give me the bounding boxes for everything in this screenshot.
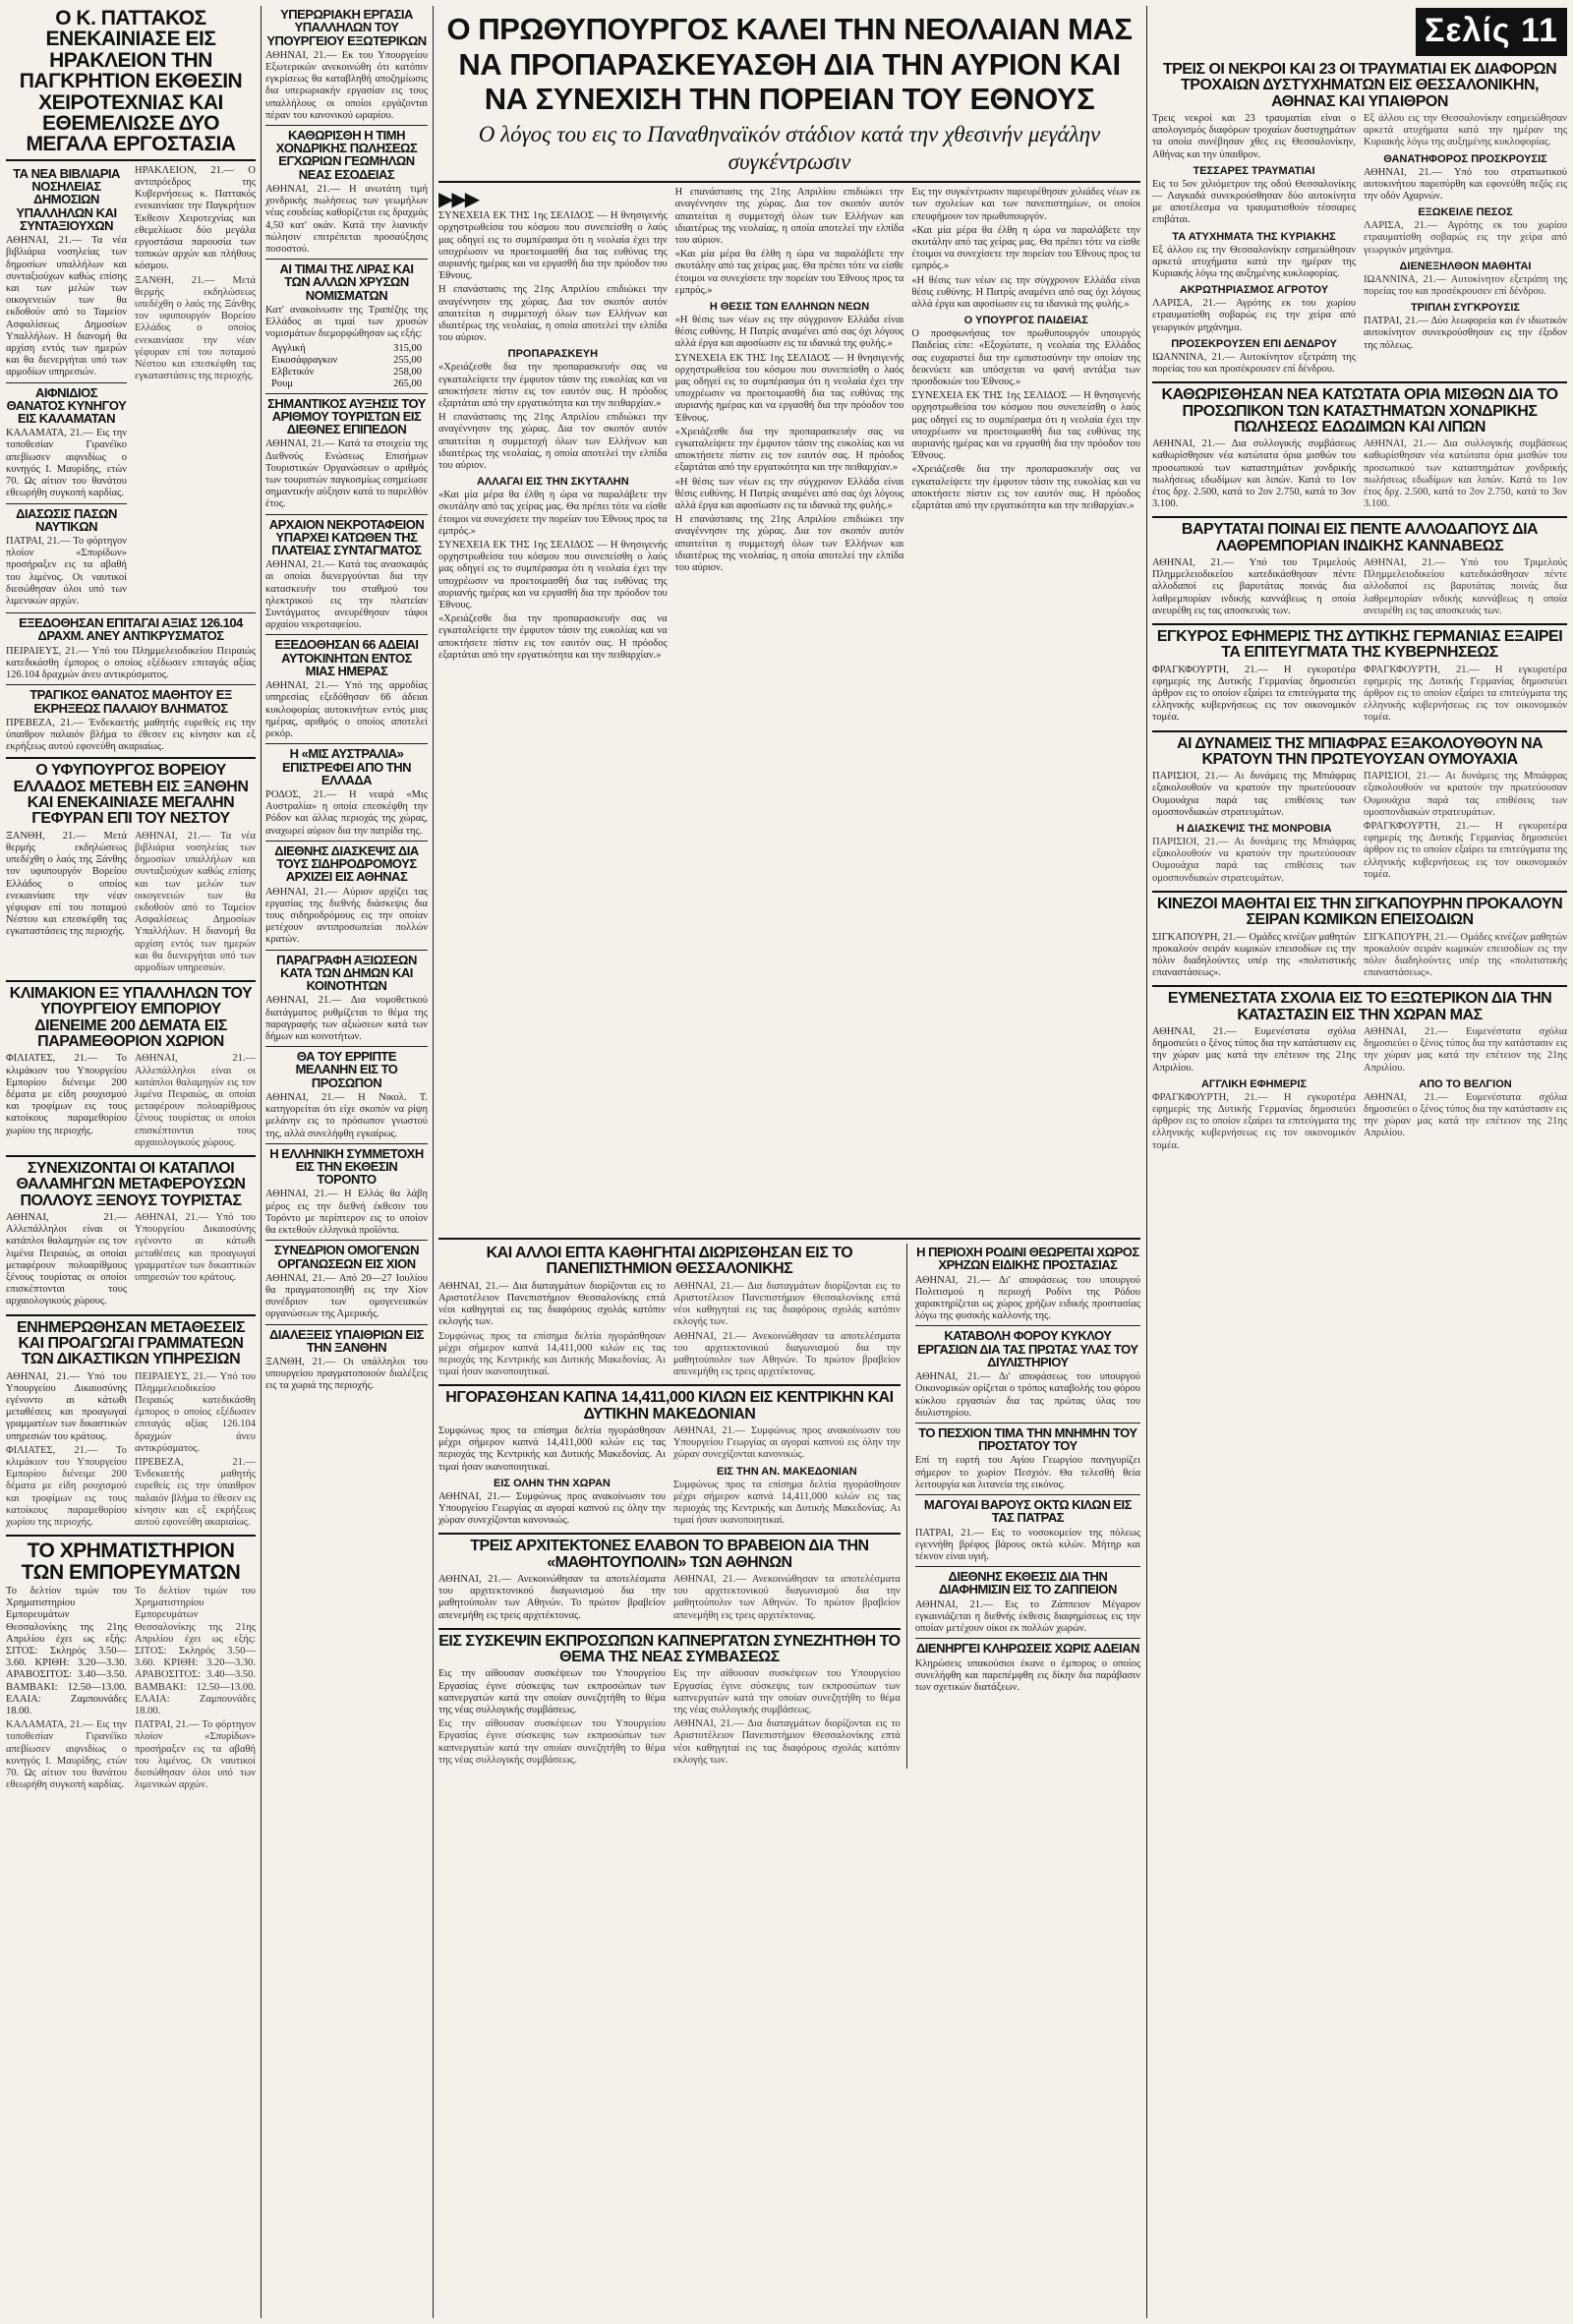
headline-car-licenses: ΕΞΕΔΟΘΗΣΑΝ 66 ΑΔΕΙΑΙ ΑΥΤΟΚΙΝΗΤΩΝ ΕΝΤΟΣ ΜΙΑΣ ΗΜΕΡΑΣ xyxy=(274,637,419,678)
article-yachts-cont: ΑΘΗΝΑΙ, 21.— Υπό του Υπουργείου Δικαιοσύνης εγένοντο αι κάτωθι μεταθέσεις και προαγωγαί γραμματέων των δικαστικών υπηρεσιών του κράτους. xyxy=(135,1211,256,1283)
headline-toronto: Η ΕΛΛΗΝΙΚΗ ΣΥΜΜΕΤΟΧΗ ΕΙΣ ΤΗΝ ΕΚΘΕΣΙΝ ΤΟΡΟΝΤΟ xyxy=(269,1145,424,1188)
headline-tobacco: ΗΓΟΡΑΣΘΗΣΑΝ ΚΑΠΝΑ 14,411,000 ΚΙΛΩΝ ΕΙΣ ΚΕΝΤΡΙΚΗΝ ΚΑΙ ΔΥΤΙΚΗΝ ΜΑΚΕΔΟΝΙΑΝ xyxy=(445,1389,894,1423)
subhead-youth: Η ΘΕΣΙΣ ΤΩΝ ΕΛΛΗΝΩΝ ΝΕΩΝ xyxy=(709,300,870,313)
subhead-four-injured: ΤΕΣΣΑΡΕΣ ΤΡΑΥΜΑΤΙΑΙ xyxy=(1193,164,1315,177)
article-wages-cont: ΑΘΗΝΑΙ, 21.— Δια συλλογικής συμβάσεως καθωρίσθησαν νέα κατώτατα όρια μισθών του προσωπικού των καταστημάτων χονδρικής πωλήσεως εδωδίμων και λιπών. Κατά το 1ον έτος δρχ. 2.500, κατά το 2ον 2.750, κατά το 3ον 3.100. xyxy=(1364,438,1567,510)
article-student-death: ΠΡΕΒΕΖΑ, 21.— Ένδεκαετής μαθητής ευρεθείς εις την ύπαιθρον παλαιόν βλήμα το έθεσεν εις κίνησιν και εξ εκρήξεως αυτού εφονεύθη ακαριαίως. xyxy=(6,717,256,753)
headline-potatoes: ΚΑΘΩΡΙΣΘΗ Η ΤΙΜΗ ΧΟΝΔΡΙΚΗΣ ΠΩΛΗΣΕΩΣ ΕΓΧΩΡΙΩΝ ΓΕΩΜΗΛΩΝ ΝΕΑΣ ΕΣΟΔΕΙΑΣ xyxy=(275,127,418,182)
headline-claims: ΠΑΡΑΓΡΑΦΗ ΑΞΙΩΣΕΩΝ ΚΑΤΑ ΤΩΝ ΔΗΜΩΝ ΚΑΙ ΚΟΙΝΟΤΗΤΩΝ xyxy=(276,952,417,994)
price-row: Ελβετικόν 258,00 xyxy=(271,366,422,378)
column-1 xyxy=(6,6,256,2318)
article-sunday-accidents: Εξ άλλου εις την Θεσσαλονίκην εσημειώθησαν αρκετά ατυχήματα κατά την ημέραν της Κυριακής λόγω της αυξημένης κυκλοφορίας. xyxy=(1152,244,1356,279)
article-railways: ΑΘΗΝΑΙ, 21.— Αύριον αρχίζει τας εργασίας της διεθνής διάσκεψις δια τους σιδηροδρόμους εις την οποίαν μετέχουν αντιπροσωπείαι πολλών κρατών. xyxy=(265,886,428,946)
headline-prime-minister: Ο ΠΡΩΘΥΠΟΥΡΓΟΣ ΚΑΛΕΙ ΤΗΝ ΝΕΟΛΑΙΑΝ ΜΑΣ ΝΑ ΠΡΟΠΑΡΑΣΚΕΥΑΣΘΗ ΔΙΑ ΤΗΝ ΑΥΡΙΟΝ ΚΑΙ ΝΑ ΣΥΝΕΧΙΣΗ ΤΗΝ ΠΟΡΕΙΑΝ ΤΟΥ ΕΘΝΟΥΣ xyxy=(446,12,1133,117)
headline-sailors-rescue: ΔΙΑΣΩΣΙΣ ΠΑΣΩΝ ΝΑΥΤΙΚΩΝ xyxy=(16,505,117,534)
article-fatal-collision: ΑΘΗΝΑΙ, 21.— Υπό του στρατιωτικού αυτοκινήτου παρεσύρθη και εφονεύθη πεζός εις την οδόν Αχαρνών. xyxy=(1364,166,1567,202)
column-right xyxy=(1152,6,1567,2318)
article-tobacco-workers-c: ΑΘΗΝΑΙ, 21.— Δια διαταγμάτων διορίζονται εις το Αριστοτέλειον Πανεπιστήμιον Θεσσαλονίκης επτά νέοι καθηγηταί εις τας διαφόρους σχολάς κατόπιν εκλογής των. xyxy=(672,1718,901,1766)
headline-cemetery: ΑΡΧΑΙΟΝ ΝΕΚΡΟΤΑΦΕΙΟΝ ΥΠΑΡΧΕΙ ΚΑΤΩΘΕΝ ΤΗΣ ΠΛΑΤΕΙΑΣ ΣΥΝΤΑΓΜΑΤΟΣ xyxy=(268,516,425,558)
article-fell: ΛΑΡΙΣΑ, 21.— Αγρότης εκ του χωρίου ετραυματίσθη σοβαρώς εις την χείρα από γεωργικόν μηχάνημα. xyxy=(1364,220,1567,256)
article-sailors-rescue: ΠΑΤΡΑΙ, 21.— Το φόρτηγον πλοίον «Σπυρίδων» προσήραξεν εις τα αβαθή του λιμένος. Οι ναυτικοί διεσώθησαν όλοι υπό των λιμενικών αρχών. xyxy=(6,536,127,608)
article-exchange: Το δελτίον τιμών του Χρηματιστηρίου Εμπορευμάτων Θεσσαλονίκης της 21ης Απριλίου έχει ως εξής: ΣΙΤΟΣ: Σκληρός 3.50—3.60. ΚΡΙΘΗ: 3.20—3.30. ΑΡΑΒΟΣΙΤΟΣ: 3.40—3.50. ΒΑΜΒΑΚΙ: 12.50—13.00. ΕΛΑΙΑ: Ζαμπουνάδες 18.00. xyxy=(6,1585,127,1716)
price-row: Αγγλική 315,00 xyxy=(271,342,422,354)
article-pm-3: «Χρειάζεσθε δια την προπαρασκευήν σας να εγκαταλείψετε την έμφυτον τάσιν της ευκολίας και να αποκτήσετε πίστιν εις τον εαυτόν σας. Η πρόοδος εξαρτάται από την εργατικότητα και την πειθαρχίαν.» xyxy=(438,362,668,409)
headline-wages: ΚΑΘΩΡΙΣΘΗΣΑΝ ΝΕΑ ΚΑΤΩΤΑΤΑ ΟΡΙΑ ΜΙΣΘΩΝ ΔΙΑ ΤΟ ΠΡΟΣΩΠΙΚΟΝ ΤΩΝ ΚΑΤΑΣΤΗΜΑΤΩΝ ΧΟΝΔΡΙΚΗΣ ΠΩΛΗΣΕΩΣ ΕΔΩΔΙΜΩΝ ΚΑΙ ΛΙΠΩΝ xyxy=(1161,386,1558,436)
subhead-east-macedonia: ΕΙΣ ΤΗΝ ΑΝ. ΜΑΚΕΔΟΝΙΑΝ xyxy=(716,1465,857,1478)
article-clerks-cont3: ΠΡΕΒΕΖΑ, 21.— Ένδεκαετής μαθητής ευρεθείς εις την ύπαιθρον παλαιόν βλήμα το έθεσεν εις κίνησιν και εξ εκρήξεως αυτού εφονεύθη ακαριαίως. xyxy=(135,1456,256,1528)
article-peschion: Επί τη εορτή του Αγίου Γεωργίου πανηγυρίζει σήμερον το χωρίον Πεσχιόν. Θα τελεσθή θεία λειτουργία και λιτανεία της εικόνος. xyxy=(914,1455,1140,1490)
article-zappeion: ΑΘΗΝΑΙ, 21.— Εις το Ζάππειον Μέγαρον εγκαινιάζεται η διεθνής έκθεσις διαφημίσεως εις την οποίαν μετέχουν οίκοι εκ πολλών χωρών. xyxy=(914,1598,1140,1635)
article-professors-cont3: ΑΘΗΝΑΙ, 21.— Ανεκοινώθησαν τα αποτελέσματα του αρχιτεκτονικού διαγωνισμού δια την μαθητούπολιν των Αθηνών. Το πρώτον βραβείον απενεμήθη εις τρεις αρχιτέκτονας. xyxy=(672,1330,901,1378)
article-tobacco-east: Συμφώνως προς τα επίσημα δελτία ηγοράσθησαν μέχρι σήμερον καπνά 14,411,000 κιλών εις τας περιοχάς της Κεντρικής και Δυτικής Μακεδονίας. Αι τιμαί ήσαν ικανοποιητικαί. xyxy=(672,1479,901,1527)
article-yachts: ΑΘΗΝΑΙ, 21.— Αλλεπάλληλοι είναι οι κατάπλοι θαλαμηγών εις τον λιμένα Πειραιώς, αι οποίαι μεταφέρουν πολυαρίθμους ξένους τουρίστας οι οποίοι επισκέπτονται τους αρχαιολογικούς χώρους. xyxy=(6,1211,127,1307)
headline-peschion: ΤΟ ΠΕΣΧΙΟΝ ΤΙΜΑ ΤΗΝ ΜΝΗΜΗΝ ΤΟΥ ΠΡΟΣΤΑΤΟΥ ΤΟΥ xyxy=(918,1424,1137,1454)
article-pm-1b: ΣΥΝΕΧΕΙΑ ΕΚ ΤΗΣ 1ης ΣΕΛΙΔΟΣ — Η θνησιγενής ορχηστρωθείσα του κόσμου που συνεπείσθη ο λαός μας οδηγεί εις το συμπέρασμα ότι η νεολαία έχει την υποχρέωσιν να προετοιμασθή δια τας ευθύνας της αυριανής ημέρας και να εργασθή δια την πρόοδον του Έθνους. xyxy=(438,539,668,610)
article-professors: ΑΘΗΝΑΙ, 21.— Δια διαταγμάτων διορίζονται εις το Αριστοτέλειον Πανεπιστήμιον Θεσσαλονίκης επτά νέοι καθηγηταί εις τας διαφόρους σχολάς κατόπιν εκλογής των. xyxy=(438,1280,666,1328)
article-pm-6: «Και μία μέρα θα έλθη η ώρα να παραλάβετε την σκυτάλην από τας χείρας μας. Θα πρέπει τότε να είσθε έτοιμοι να συνεχίσετε την πορείαν του Έθνους προς τα εμπρός.» xyxy=(674,249,904,296)
headline-gold-prices: ΑΙ ΤΙΜΑΙ ΤΗΣ ΛΙΡΑΣ ΚΑΙ ΤΩΝ ΑΛΛΩΝ ΧΡΥΣΩΝ ΝΟΜΙΣΜΑΤΩΝ xyxy=(279,261,414,303)
article-rodini: ΑΘΗΝΑΙ, 21.— Δι' αποφάσεως του υπουργού Πολιτισμού η περιοχή Ροδίνι της Ρόδου χαρακτηρίζεται ως χώρος χρήζων ειδικής προστασίας λόγω της φυσικής καλλονής της. xyxy=(914,1274,1140,1322)
article-farmer: ΛΑΡΙΣΑ, 21.— Αγρότης εκ του χωρίου ετραυματίσθη σοβαρώς εις την χείρα από γεωργικόν μηχάνημα. xyxy=(1152,298,1356,333)
article-pm-2: Η επανάστασις της 21ης Απριλίου επιδιώκει την αναγέννησιν της χώρας. Δια τον σκοπόν αυτόν απαιτείται η συμμετοχή όλων των Ελλήνων και ιδιαιτέρως της νεολαίας, η οποία αποτελεί την ελπίδα του αύριον. xyxy=(438,284,668,344)
article-pm-16: ΣΥΝΕΧΕΙΑ ΕΚ ΤΗΣ 1ης ΣΕΛΙΔΟΣ — Η θνησιγενής ορχηστρωθείσα του κόσμου που συνεπείσθη ο λαός μας οδηγεί εις το συμπέρασμα ότι η νεολαία έχει την υποχρέωσιν να προετοιμασθή δια τας ευθύνας της αυριανής ημέρας και να εργασθή δια την πρόοδον του Έθνους. xyxy=(911,390,1140,462)
headline-xanthi-lectures: ΔΙΑΛΕΞΕΙΣ ΥΠΑΙΘΡΙΩΝ ΕΙΣ ΤΗΝ ΞΑΝΘΗΝ xyxy=(269,1326,424,1355)
article-xanthi-bridge-cont: ΑΘΗΝΑΙ, 21.— Τα νέα βιβλιάρια νοσηλείας των δημοσίων υπαλλήλων και συνταξιούχων καθώς επίσης και των μελών των οικογενειών των θα εκδοθούν από το Ταμείον Ασφαλίσεως Δημοσίων Υπαλλήλων. Η διανομή θα αρχίση εντός των ημερών και θα διενεργήται υπό των αρμοδίων υπηρεσιών. xyxy=(135,830,256,973)
headline-student-death: ΤΡΑΓΙΚΟΣ ΘΑΝΑΤΟΣ ΜΑΘΗΤΟΥ ΕΞ ΕΚΡΗΞΕΩΣ ΠΑΛΑΙΟΥ ΒΛΗΜΑΤΟΣ xyxy=(29,687,232,716)
article-biafra-cont: ΠΑΡΙΣΙΟΙ, 21.— Αι δυνάμεις της Μπιάφρας εξακολουθούν να κρατούν την πρωτεύουσαν Ουμουάχια παρά τας επιθέσεις των ομοσπονδιακών στρατευμάτων. xyxy=(1364,771,1567,818)
subhead-belgium: ΑΠΟ ΤΟ ΒΕΛΓΙΟΝ xyxy=(1419,1077,1512,1090)
subhead-education-minister: Ο ΥΠΟΥΡΓΟΣ ΠΑΙΔΕΙΑΣ xyxy=(963,315,1088,327)
article-pm-4: «Και μία μέρα θα έλθη η ώρα να παραλάβετε την σκυτάλην από τας χείρας μας. Θα πρέπει τότε να είσθε έτοιμοι να συνεχίσετε την πορείαν του Έθνους προς τα εμπρός.» xyxy=(438,490,668,537)
subhead-tree: ΠΡΟΣΕΚΡΟΥΣΕΝ ΕΠΙ ΔΕΝΔΡΟΥ xyxy=(1171,337,1337,350)
subhead-fell: ΕΞΩΚΕΙΛΕ ΠΕΣΟΣ xyxy=(1418,206,1513,219)
article-pm-12: Εις την συγκέντρωσιν παρευρέθησαν χιλιάδες νέων εκ των σχολείων και των πανεπιστημίων, οι οποίοι επευφήμουν τον πρωθυπουργόν. xyxy=(911,187,1140,222)
headline-ink: ΘΑ ΤΟΥ ΕΡΡΙΠΤΕ ΜΕΛΑΝΗΝ ΕΙΣ ΤΟ ΠΡΟΣΩΠΟΝ xyxy=(295,1049,398,1090)
article-overtime: ΑΘΗΝΑΙ, 21.— Εκ του Υπουργείου Εξωτερικών ανεκοινώθη ότι κατόπιν εγκρίσεως θα καταβληθή αποζημίωσις δια υπερωριακήν εργασίαν εις τους υπαλλήλους οι οποίοι εργάζονται πέραν του κανονικού ωραρίου. xyxy=(265,49,428,121)
article-xanthi-lectures: ΞΑΝΘΗ, 21.— Οι υπάλληλοι του υπουργείου πραγματοποιούν διαλέξεις εις τα χωριά της περιοχής. xyxy=(265,1357,428,1392)
article-tobacco-workers-b: Εις την αίθουσαν συσκέψεων του Υπουργείου Εργασίας έγινε σύσκεψις των εκπροσώπων των καπνεργατών κατά την οποίαν συνεζητήθη το θέμα της νέας συλλογικής συμβάσεως. xyxy=(438,1718,666,1766)
headline-miss-australia: Η «ΜΙΣ ΑΥΣΤΡΑΛΙΑ» ΕΠΙΣΤΡΕΦΕΙ ΑΠΟ ΤΗΝ ΕΛΛΑΔΑ xyxy=(281,746,412,787)
article-exchange-cont3: ΠΑΤΡΑΙ, 21.— Το φόρτηγον πλοίον «Σπυρίδων» προσήραξεν εις τα αβαθή του λιμένος. Οι ναυτικοί διεσώθησαν όλοι υπό των λιμενικών αρχών. xyxy=(135,1719,256,1791)
headline-chios: ΣΥΝΕΔΡΙΟΝ ΟΜΟΓΕΝΩΝ ΟΡΓΑΝΩΣΕΩΝ ΕΙΣ ΧΙΟΝ xyxy=(273,1243,419,1271)
headline-biafra: ΑΙ ΔΥΝΑΜΕΙΣ ΤΗΣ ΜΠΙΑΦΡΑΣ ΕΞΑΚΟΛΟΥΘΟΥΝ ΝΑ ΚΡΑΤΟΥΝ ΤΗΝ ΠΡΩΤΕΥΟΥΣΑΝ ΟΥΜΟΥΑΧΙΑ xyxy=(1176,734,1544,768)
headline-tourists: ΣΗΜΑΝΤΙΚΟΣ ΑΥΞΗΣΙΣ ΤΟΥ ΑΡΙΘΜΟΥ ΤΟΥΡΙΣΤΩΝ ΕΙΣ ΔΙΕΘΝΕΣ ΕΠΙΠΕΔΟΝ xyxy=(267,395,426,437)
article-lotteries: Κληρώσεις υπακούσιοι έκανε ο έμπορος ο οποίος συνελήφθη και παρεπέμφθη εις δίκην δια παράβασιν των σχετικών διατάξεων. xyxy=(914,1657,1140,1693)
article-clerks: ΑΘΗΝΑΙ, 21.— Υπό του Υπουργείου Δικαιοσύνης εγένοντο αι κάτωθι μεταθέσεις και προαγωγαί γραμματέων των δικαστικών υπηρεσιών του κράτους. xyxy=(6,1370,127,1442)
headline-health-books: ΤΑ ΝΕΑ ΒΙΒΛΙΑΡΙΑ ΝΟΣΗΛΕΙΑΣ ΔΗΜΟΣΙΩΝ ΥΠΑΛΛΗΛΩΝ ΚΑΙ ΣΥΝΤΑΞΙΟΥΧΩΝ xyxy=(13,165,120,233)
price-row: Ρουμ 265,00 xyxy=(271,378,422,389)
article-pm-17: «Χρειάζεσθε δια την προπαρασκευήν σας να εγκαταλείψετε την έμφυτον τάσιν της ευκολίας και να αποκτήσετε πίστιν εις τον εαυτόν σας. Η πρόοδος εξαρτάται από την εργατικότητα και την πειθαρχίαν.» xyxy=(911,464,1140,511)
article-clerks-cont: ΦΙΛΙΑΤΕΣ, 21.— Το κλιμάκιον του Υπουργείου Εμπορίου διένειμε 200 δέματα με είδη ρουχισμού και τροφίμων εις τους κατοίκους παραμεθορίου χωρίου της περιοχής. xyxy=(6,1444,127,1528)
headline-xanthi-bridge: Ο ΥΦΥΠΟΥΡΓΟΣ ΒΟΡΕΙΟΥ ΕΛΛΑΔΟΣ ΜΕΤΕΒΗ ΕΙΣ ΞΑΝΘΗΝ ΚΑΙ ΕΝΕΚΑΙΝΙΑΣΕ ΜΕΓΑΛΗΝ ΓΕΦΥΡΑΝ ΕΠΙ ΤΟΥ ΝΕΣΤΟΥ xyxy=(13,762,249,828)
article-pm-8: ΣΥΝΕΧΕΙΑ ΕΚ ΤΗΣ 1ης ΣΕΛΙΔΟΣ — Η θνησιγενής ορχηστρωθείσα του κόσμου που συνεπείσθη ο λαός μας οδηγεί εις το συμπέρασμα ότι η νεολαία έχει την υποχρέωσιν να προετοιμασθή δια τας ευθύνας της αυριανής ημέρας και να εργασθή δια την πρόοδον του Έθνους. xyxy=(674,352,904,424)
subhead-whole-country: ΕΙΣ ΟΛΗΝ ΤΗΝ ΧΩΡΑΝ xyxy=(494,1477,611,1489)
subhead-fatal-collision: ΘΑΝΑΤΗΦΟΡΟΣ ΠΡΟΣΚΡΟΥΣΙΣ xyxy=(1383,152,1547,165)
subhead-sunday-accidents: ΤΑ ΑΤΥΧΗΜΑΤΑ ΤΗΣ ΚΥΡΙΑΚΗΣ xyxy=(1172,230,1336,243)
article-four-injured: Εις το 5ον χιλιόμετρον της οδού Θεσσαλονίκης — Λαγκαδά συνεκρούσθησαν δύο αυτοκίνητα με αποτέλεσμα να τραυματισθούν τέσσαρες επιβάται. xyxy=(1152,178,1356,226)
subhead-preparation: ΠΡΟΠΑΡΑΣΚΕΥΗ xyxy=(507,348,599,361)
article-singapore: ΣΙΓΚΑΠΟΥΡΗ, 21.— Ομάδες κινέζων μαθητών προκαλούν σειράν κωμικών επεισοδίων εις την πόλιν διαδηλούντες υπέρ της «πολιτιστικής επαναστάσεως». xyxy=(1152,931,1356,979)
subheadline-stadium: Ο λόγος του εις το Παναθηναϊκόν στάδιον κατά την χθεσινήν μεγάλην συγκέντρωσιν xyxy=(478,121,1101,174)
article-german-paper: ΦΡΑΓΚΦΟΥΡΤΗ, 21.— Η εγκυροτέρα εφημερίς της Δυτικής Γερμανίας δημοσιεύει άρθρον εις το οποίον εξαίρει τα επιτεύγματα της ελληνικής κυβερνήσεως εις τον οικονομικόν τομέα. xyxy=(1152,664,1356,724)
article-professors-cont: Συμφώνως προς τα επίσημα δελτία ηγοράσθησαν μέχρι σήμερον καπνά 14,411,000 κιλών εις τας περιοχάς της Κεντρικής και Δυτικής Μακεδονίας. Αι τιμαί ήσαν ικανοποιητικαί. xyxy=(438,1330,666,1378)
article-wages: ΑΘΗΝΑΙ, 21.— Δια συλλογικής συμβάσεως καθωρίσθησαν νέα κατώτατα όρια μισθών του προσωπικού των καταστημάτων χονδρικής πωλήσεως εδωδίμων και λιπών. Κατά το 1ον έτος δρχ. 2.500, κατά το 2ον 2.750, κατά το 3ον 3.100. xyxy=(1152,438,1356,510)
headline-lotteries: ΔΙΕΝΗΡΓΕΙ ΚΛΗΡΩΣΕΙΣ ΧΩΡΙΣ ΑΔΕΙΑΝ xyxy=(915,1641,1139,1656)
article-singapore-cont: ΣΙΓΚΑΠΟΥΡΗ, 21.— Ομάδες κινέζων μαθητών προκαλούν σειράν κωμικών επεισοδίων εις την πόλιν διαδηλούντες υπέρ της «πολιτιστικής επαναστάσεως». xyxy=(1364,931,1567,979)
headline-cannabis: ΒΑΡΥΤΑΤΑΙ ΠΟΙΝΑΙ ΕΙΣ ΠΕΝΤΕ ΑΛΛΟΔΑΠΟΥΣ ΔΙΑ ΛΑΘΡΕΜΠΟΡΙΑΝ ΙΝΔΙΚΗΣ ΚΑΝΝΑΒΕΩΣ xyxy=(1181,521,1539,554)
subhead-monrovia: Η ΔΙΑΣΚΕΨΙΣ ΤΗΣ ΜΟΝΡΟΒΙΑ xyxy=(1176,823,1332,836)
article-parcels: ΦΙΛΙΑΤΕΣ, 21.— Το κλιμάκιον του Υπουργείου Εμπορίου διένειμε 200 δέματα με είδη ρουχισμού και τροφίμων εις τους κατοίκους παραμεθορίου χωρίου της περιοχής. xyxy=(6,1053,127,1136)
article-german-paper-cont: ΦΡΑΓΚΦΟΥΡΤΗ, 21.— Η εγκυροτέρα εφημερίς της Δυτικής Γερμανίας δημοσιεύει άρθρον εις το οποίον εξαίρει τα επιτεύγματα της ελληνικής κυβερνήσεως εις τον οικονομικόν τομέα. xyxy=(1364,664,1567,724)
article-biafra-cont2: ΦΡΑΓΚΦΟΥΡΤΗ, 21.— Η εγκυροτέρα εφημερίς της Δυτικής Γερμανίας δημοσιεύει άρθρον εις το οποίον εξαίρει τα επιτεύγματα της ελληνικής κυβερνήσεως εις τον οικονομικόν τομέα. xyxy=(1364,821,1567,880)
article-clerks-cont2: ΠΕΙΡΑΙΕΥΣ, 21.— Υπό του Πλημμελειοδικείου Πειραιώς κατεδικάσθη έμπορος ο οποίος εξέδωσεν επιταγάς αξίας 126.104 δραχμών άνευ αντικρύσματος. xyxy=(135,1370,256,1454)
headline-yachts: ΣΥΝΕΧΙΖΟΝΤΑΙ ΟΙ ΚΑΤΑΠΛΟΙ ΘΑΛΑΜΗΓΩΝ ΜΕΤΑΦΕΡΟΥΣΩΝ ΠΟΛΛΟΥΣ ΞΕΝΟΥΣ ΤΟΥΡΙΣΤΑΣ xyxy=(16,1160,246,1209)
headline-baby-patras: ΜΑΓΟΥΑΙ ΒΑΡΟΥΣ ΟΚΤΩ ΚΙΛΩΝ ΕΙΣ ΤΑΣ ΠΑΤΡΑΣ xyxy=(923,1497,1132,1526)
headline-traffic-accidents: ΤΡΕΙΣ ΟΙ ΝΕΚΡΟΙ ΚΑΙ 23 ΟΙ ΤΡΑΥΜΑΤΙΑΙ ΕΚ ΔΙΑΦΟΡΩΝ ΤΡΟΧΑΙΩΝ ΔΥΣΤΥΧΗΜΑΤΩΝ ΕΙΣ ΘΕΣΣΑΛΟΝΙΚΗΝ, ΑΘΗΝΑΣ ΚΑΙ ΥΠΑΙΘΡΟΝ xyxy=(1162,61,1557,110)
article-monrovia: ΠΑΡΙΣΙΟΙ, 21.— Αι δυνάμεις της Μπιάφρας εξακολουθούν να κρατούν την πρωτεύουσαν Ουμουάχια παρά τας επιθέσεις των ομοσπονδιακών στρατευμάτων. xyxy=(1152,837,1356,884)
article-tobacco-cont: ΑΘΗΝΑΙ, 21.— Συμφώνως προς ανακοίνωσιν του Υπουργείου Γεωργίας αι αγοραί καπνού εις όλην την χώραν συνεχίζονται κανονικώς. xyxy=(672,1424,901,1461)
headline-zappeion: ΔΙΕΘΝΗΣ ΕΚΘΕΣΙΣ ΔΙΑ ΤΗΝ ΔΙΑΦΗΜΙΣΙΝ ΕΙΣ ΤΟ ΖΑΠΠΕΙΟΝ xyxy=(938,1569,1117,1598)
headline-exchange: ΤΟ ΧΡΗΜΑΤΙΣΤΗΡΙΟΝ ΤΩΝ ΕΜΠΟΡΕΥΜΑΤΩΝ xyxy=(21,1540,241,1584)
gold-price-table xyxy=(271,343,422,390)
article-architects-cont: ΑΘΗΝΑΙ, 21.— Ανεκοινώθησαν τα αποτελέσματα του αρχιτεκτονικού διαγωνισμού δια την μαθητούπολιν των Αθηνών. Το πρώτον βραβείον απενεμήθη εις τρεις αρχιτέκτονας. xyxy=(672,1574,901,1621)
article-cannabis-cont: ΑΘΗΝΑΙ, 21.— Υπό του Τριμελούς Πλημμελειοδικείου κατεδικάσθησαν πέντε αλλοδαποί εις βαρυτάτας ποινάς δια λαθρεμπορίαν ινδικής καννάβεως η οποία ανευρέθη εις τας αποσκευάς των. xyxy=(1364,556,1567,616)
article-pm-15: Ο προσφωνήσας τον πρωθυπουργόν υπουργός Παιδείας είπε: «Εξοχώτατε, η νεολαία της Ελλάδος σας ευχαριστεί δια την εμπιστοσύνην την οποίαν της δεικνύετε και υπόσχεται να φανή αντάξια των προσδοκιών του Έθνους.» xyxy=(911,328,1140,387)
article-claims: ΑΘΗΝΑΙ, 21.— Δια νομοθετικού διατάγματος ρυθμίζεται το θέμα της παραγραφής των αξιώσεων κατά των δήμων και κοινοτήτων. xyxy=(265,995,428,1042)
article-refinery-tax: ΑΘΗΝΑΙ, 21.— Δι' αποφάσεως του υπουργού Οικονομικών ορίζεται ο τρόπος καταβολής του φόρου κύκλου εργασιών δια τας πρώτας ύλας του διυλιστηρίου. xyxy=(914,1371,1140,1419)
headline-parcels: ΚΛΙΜΑΚΙΟΝ ΕΞ ΥΠΑΛΛΗΛΩΝ ΤΟΥ ΥΠΟΥΡΓΕΙΟΥ ΕΜΠΟΡΙΟΥ ΔΙΕΝΕΙΜΕ 200 ΔΕΜΑΤΑ ΕΙΣ ΠΑΡΑΜΕΘΟΡΙΟΝ ΧΩΡΙΟΝ xyxy=(9,985,253,1051)
column-rule xyxy=(433,6,434,2318)
article-potatoes: ΑΘΗΝΑΙ, 21.— Η ανωτάτη τιμή χονδρικής πωλήσεως των γεωμήλων νέας εσοδείας καθορίζεται εις δραχμάς 4,50 κατ' οκάν. Κατά την λιανικήν πώλησιν επιτρέπεται προσαύξησις ποσοστού. xyxy=(265,183,428,255)
headline-german-paper: ΕΓΚΥΡΟΣ ΕΦΗΜΕΡΙΣ ΤΗΣ ΔΥΤΙΚΗΣ ΓΕΡΜΑΝΙΑΣ ΕΞΑΙΡΕΙ ΤΑ ΕΠΙΤΕΥΓΜΑΤΑ ΤΗΣ ΚΥΒΕΡΝΗΣΕΩΣ xyxy=(1156,627,1563,662)
headline-hunter-death: ΑΙΦΝΙΔΙΟΣ ΘΑΝΑΤΟΣ ΚΥΝΗΓΟΥ ΕΙΣ ΚΑΛΑΜΑΤΑΝ xyxy=(6,384,127,427)
article-architects: ΑΘΗΝΑΙ, 21.— Ανεκοινώθησαν τα αποτελέσματα του αρχιτεκτονικού διαγωνισμού δια την μαθητούπολιν των Αθηνών. Το πρώτον βραβείον απενεμήθη εις τρεις αρχιτέκτονας. xyxy=(438,1574,666,1621)
article-tobacco-workers-cont: Εις την αίθουσαν συσκέψεων του Υπουργείου Εργασίας έγινε σύσκεψις των εκπροσώπων των καπνεργατών κατά την οποίαν συνεζητήθη το θέμα της νέας συλλογικής συμβάσεως. xyxy=(672,1668,901,1716)
subhead-baton: ΑΛΛΑΓΑΙ ΕΙΣ ΤΗΝ ΣΚΥΤΑΛΗΝ xyxy=(476,476,629,489)
article-english-paper: ΦΡΑΓΚΦΟΥΡΤΗ, 21.— Η εγκυροτέρα εφημερίς της Δυτικής Γερμανίας δημοσιεύει άρθρον εις το οποίον εξαίρει τα επιτεύγματα της ελληνικής κυβερνήσεως εις τον οικονομικόν τομέα. xyxy=(1152,1091,1356,1151)
article-pm-5: Η επανάστασις της 21ης Απριλίου επιδιώκει την αναγέννησιν της χώρας. Δια τον σκοπόν αυτόν απαιτείται η συμμετοχή όλων των Ελλήνων και ιδιαιτέρως της νεολαίας, η οποία αποτελεί την ελπίδα του αύριον. xyxy=(674,187,904,246)
article-ink: ΑΘΗΝΑΙ, 21.— Η Νικολ. Τ. κατηγορείται ότι είχε σκοπόν να ρίψη μελάνην εις το πρόσωπον γνωστού της, αλλά συνελήφθη εγκαίρως. xyxy=(265,1091,428,1139)
article-toronto: ΑΘΗΝΑΙ, 21.— Η Ελλάς θα λάβη μέρος εις την διεθνή έκθεσιν του Τορόντο με περίπτερον εις το οποίον θα εκτεθούν ελληνικά προϊόντα. xyxy=(265,1189,428,1237)
headline-refinery-tax: ΚΑΤΑΒΟΛΗ ΦΟΡΟΥ ΚΥΚΛΟΥ ΕΡΓΑΣΙΩΝ ΔΙΑ ΤΑΣ ΠΡΩΤΑΣ ΥΛΑΣ ΤΟΥ ΔΙΥΛΙΣΤΗΡΙΟΥ xyxy=(917,1328,1138,1369)
article-parcels-cont: ΑΘΗΝΑΙ, 21.— Αλλεπάλληλοι είναι οι κατάπλοι θαλαμηγών εις τον λιμένα Πειραιώς, αι οποίαι μεταφέρουν πολυαρίθμους ξένους τουρίστας οι οποίοι επισκέπτονται τους αρχαιολογικούς χώρους. xyxy=(135,1053,256,1148)
headline-singapore: ΚΙΝΕΖΟΙ ΜΑΘΗΤΑΙ ΕΙΣ ΤΗΝ ΣΙΓΚΑΠΟΥΡΗΝ ΠΡΟΚΑΛΟΥΝ ΣΕΙΡΑΝ ΚΩΜΙΚΩΝ ΕΠΕΙΣΟΔΙΩΝ xyxy=(1156,895,1563,929)
column-rule xyxy=(261,6,262,2318)
subhead-triple-collision: ΤΡΙΠΛΗ ΣΥΓΚΡΟΥΣΙΣ xyxy=(1410,302,1521,315)
article-exchange-cont2: Το δελτίον τιμών του Χρηματιστηρίου Εμπορευμάτων Θεσσαλονίκης της 21ης Απριλίου έχει ως εξής: ΣΙΤΟΣ: Σκληρός 3.50—3.60. ΚΡΙΘΗ: 3.20—3.30. ΑΡΑΒΟΣΙΤΟΣ: 3.40—3.50. ΒΑΜΒΑΚΙ: 12.50—13.00. ΕΛΑΙΑ: Ζαμπουνάδες 18.00. xyxy=(135,1585,256,1716)
article-pm-10: «Η θέσις των νέων εις την σύγχρονον Ελλάδα είναι θέσις ευθύνης. Η Πατρίς αναμένει από σας όχι λόγους αλλά έργα και αφοσίωσιν εις τα ιδανικά της φυλής.» xyxy=(674,476,904,511)
headline-architects: ΤΡΕΙΣ ΑΡΧΙΤΕΚΤΟΝΕΣ ΕΛΑΒΟΝ ΤΟ ΒΡΑΒΕΙΟΝ ΔΙΑ ΤΗΝ «ΜΑΘΗΤΟΥΠΟΛΙΝ» ΤΩΝ ΑΘΗΝΩΝ xyxy=(470,1538,869,1571)
article-tree: ΙΩΑΝΝΙΝΑ, 21.— Αυτοκίνητον εξετράπη της πορείας του και προσέκρουσεν επί δένδρου. xyxy=(1152,351,1356,375)
article-tobacco: Συμφώνως προς τα επίσημα δελτία ηγοράσθησαν μέχρι σήμερον καπνά 14,411,000 κιλών εις τας περιοχάς της Κεντρικής και Δυτικής Μακεδονίας. Αι τιμαί ήσαν ικανοποιητικαί. xyxy=(438,1424,666,1473)
article-pm-14: «Η θέσις των νέων εις την σύγχρονον Ελλάδα είναι θέσις ευθύνης. Η Πατρίς αναμένει από σας όχι λόγους αλλά έργα και αφοσίωσιν εις τα ιδανικά της φυλής.» xyxy=(911,274,1140,310)
article-cemetery: ΑΘΗΝΑΙ, 21.— Κατά τας ανασκαφάς αι οποίαι διενεργούνται δια την κατασκευήν του σταθμού του ηλεκτρικού εις την πλατείαν Συντάγματος ανευρέθησαν τάφοι αρχαίου νεκροταφείου. xyxy=(265,559,428,631)
headline-foreign-comments: ΕΥΜΕΝΕΣΤΑΤΑ ΣΧΟΛΙΑ ΕΙΣ ΤΟ ΕΞΩΤΕΡΙΚΟΝ ΔΙΑ ΤΗΝ ΚΑΤΑΣΤΑΣΙΝ ΕΙΣ ΤΗΝ ΧΩΡΑΝ ΜΑΣ xyxy=(1167,990,1552,1023)
headline-pattakos: Ο Κ. ΠΑΤΤΑΚΟΣ ΕΝΕΚΑΙΝΙΑΣΕ ΕΙΣ ΗΡΑΚΛΕΙΟΝ ΤΗΝ ΠΑΓΚΡΗΤΙΟΝ ΕΚΘΕΣΙΝ ΧΕΙΡΟΤΕΧΝΙΑΣ ΚΑΙ ΕΘΕΜΕΛΙΩΣΕ ΔΥΟ ΜΕΓΑΛΑ ΕΡΓΟΣΤΑΣΙΑ xyxy=(19,7,243,156)
article-pattakos-cont: ΞΑΝΘΗ, 21.— Μετά θερμής εκδηλώσεως υπεδέχθη ο λαός της Ξάνθης τον υφυπουργόν Βορείου Ελλάδος ο οποίος ενεκαινίασε την νέαν γέφυραν επί του ποταμού Νέστου και επεσκέφθη τας εγκαταστάσεις της περιοχής. xyxy=(135,274,256,382)
article-miss-australia: ΡΟΔΟΣ, 21.— Η νεαρά «Μις Αυστραλία» η οποία επεσκέφθη την Ρόδον και άλλας περιοχάς της χώρας, αναχωρεί αύριον δια την πατρίδα της. xyxy=(265,789,428,837)
column-rule xyxy=(1146,6,1147,2318)
article-foreign-comments-cont: ΑΘΗΝΑΙ, 21.— Ευμενέστατα σχόλια δημοσιεύει ο ξένος τύπος δια την κατάστασιν εις την χώραν μας κατά την επέτειον της 21ης Απριλίου. xyxy=(1364,1025,1567,1074)
article-accidents: Τρεις νεκροί και 23 τραυματίαι είναι ο απολογισμός διαφόρων τροχαίων δυστυχημάτων τα οποία συνέβησαν χθες εις Θεσσαλονίκην, Αθήνας και την ύπαιθρον. xyxy=(1152,112,1356,160)
article-tobacco-country: ΑΘΗΝΑΙ, 21.— Συμφώνως προς ανακοίνωσιν του Υπουργείου Γεωργίας αι αγοραί καπνού εις όλην την χώραν συνεχίζονται κανονικώς. xyxy=(438,1490,666,1527)
article-chios: ΑΘΗΝΑΙ, 21.— Από 20—27 Ιουλίου θα πραγματοποιηθή εις την Χίον συνέδριον των ομογενειακών οργανώσεων της Αμερικής. xyxy=(265,1272,428,1320)
article-biafra: ΠΑΡΙΣΙΟΙ, 21.— Αι δυνάμεις της Μπιάφρας εξακολουθούν να κρατούν την πρωτεύουσαν Ουμουάχια παρά τας επιθέσεις των ομοσπονδιακών στρατευμάτων. xyxy=(1152,771,1356,818)
article-checks: ΠΕΙΡΑΙΕΥΣ, 21.— Υπό του Πλημμελειοδικείου Πειραιώς κατεδικάσθη έμπορος ο οποίος εξέδωσεν επιταγάς αξίας 126.104 δραχμών άνευ αντικρύσματος. xyxy=(6,645,256,681)
article-accidents-cont: Εξ άλλου εις την Θεσσαλονίκην εσημειώθησαν αρκετά ατυχήματα κατά την ημέραν της Κυριακής λόγω της αυξημένης κυκλοφορίας. xyxy=(1364,112,1567,148)
article-pm-13: «Και μία μέρα θα έλθη η ώρα να παραλάβετε την σκυτάλην από τας χείρας μας. Θα πρέπει τότε να είσθε έτοιμοι να συνεχίσετε την πορείαν του Έθνους προς τα εμπρός.» xyxy=(911,224,1140,272)
column-center xyxy=(438,6,1140,2318)
article-hunter-death: ΚΑΛΑΜΑΤΑ, 21.— Εις την τοποθεσίαν Γιρανέϊκο απεβίωσεν αιφνιδίως ο κυνηγός Ι. Μαυρίδης, ετών 70. Ως αίτιον του θανάτου εθεωρήθη συγκοπή καρδίας. xyxy=(6,428,127,499)
headline-railways: ΔΙΕΘΝΗΣ ΔΙΑΣΚΕΨΙΣ ΔΙΑ ΤΟΥΣ ΣΙΔΗΡΟΔΡΟΜΟΥΣ ΑΡΧΙΖΕΙ ΕΙΣ ΑΘΗΝΑΣ xyxy=(274,842,419,885)
article-pm-3b: «Χρειάζεσθε δια την προπαρασκευήν σας να εγκαταλείψετε την έμφυτον τάσιν της ευκολίας και να αποκτήσετε πίστιν εις τον εαυτόν σας. Η πρόοδος εξαρτάται από την εργατικότητα και την πειθαρχίαν.» xyxy=(438,613,668,661)
subhead-english-paper: ΑΓΓΛΙΚΗ ΕΦΗΜΕΡΙΣ xyxy=(1200,1077,1308,1090)
article-pm-2b: Η επανάστασις της 21ης Απριλίου επιδιώκει την αναγέννησιν της χώρας. Δια τον σκοπόν αυτόν απαιτείται η συμμετοχή όλων των Ελλήνων και ιδιαιτέρως της νεολαίας, η οποία αποτελεί την ελπίδα του αύριον. xyxy=(438,412,668,471)
headline-professors: ΚΑΙ ΑΛΛΟΙ ΕΠΤΑ ΚΑΘΗΓΗΤΑΙ ΔΙΩΡΙΣΘΗΣΑΝ ΕΙΣ ΤΟ ΠΑΝΕΠΙΣΤΗΜΙΟΝ ΘΕΣΣΑΛΟΝΙΚΗΣ xyxy=(486,1245,853,1278)
article-baby-patras: ΠΑΤΡΑΙ, 21.— Εις το νοσοκομείον της πόλεως εγεννήθη βρέφος βάρους οκτώ κιλών. Μήτηρ και τέκνον είναι υγιή. xyxy=(914,1527,1140,1562)
article-pattakos: ΗΡΑΚΛΕΙΟΝ, 21.— Ο αντιπρόεδρος της Κυβερνήσεως κ. Παττακός ενεκαινίασε την Παγκρήτιον Έκθεσιν Χειροτεχνίας και εθεμελίωσε δύο μεγάλα εργοστάσια παρουσία των τοπικών αρχών και πλήθους κόσμου. xyxy=(135,164,256,272)
article-pm-1: ΣΥΝΕΧΕΙΑ ΕΚ ΤΗΣ 1ης ΣΕΛΙΔΟΣ — Η θνησιγενής ορχηστρωθείσα του κόσμου που συνεπείσθη ο λαός μας οδηγεί εις το συμπέρασμα ότι η νεολαία έχει την υποχρέωσιν να προετοιμασθή δια τας ευθύνας της αυριανής ημέρας και να εργασθή δια την πρόοδον του Έθνους. xyxy=(438,210,668,282)
subhead-students-fight: ΔΙΕΝΕΞΗΛΘΟΝ ΜΑΘΗΤΑΙ xyxy=(1399,260,1532,272)
article-xanthi-bridge: ΞΑΝΘΗ, 21.— Μετά θερμής εκδηλώσεως υπεδέχθη ο λαός της Ξάνθης τον υφυπουργόν Βορείου Ελλάδος ο οποίος ενεκαινίασε την νέαν γέφυραν επί του ποταμού Νέστου και επεσκέφθη τας εγκαταστάσεις της περιοχής. xyxy=(6,830,127,938)
page-number-masthead: Σελίς 11 xyxy=(1416,8,1567,56)
article-foreign-comments: ΑΘΗΝΑΙ, 21.— Ευμενέστατα σχόλια δημοσιεύει ο ξένος τύπος δια την κατάστασιν εις την χώραν μας κατά την επέτειον της 21ης Απριλίου. xyxy=(1152,1025,1356,1074)
article-pm-11: Η επανάστασις της 21ης Απριλίου επιδιώκει την αναγέννησιν της χώρας. Δια τον σκοπόν αυτόν απαιτείται η συμμετοχή όλων των Ελλήνων και ιδιαιτέρως της νεολαίας, η οποία αποτελεί την ελπίδα του αύριον. xyxy=(674,514,904,573)
article-health-books: ΑΘΗΝΑΙ, 21.— Τα νέα βιβλιάρια νοσηλείας των δημοσίων υπαλλήλων και συνταξιούχων καθώς επίσης και των μελών των οικογενειών των θα εκδοθούν από το Ταμείον Ασφαλίσεως Δημοσίων Υπαλλήλων. Η διανομή θα αρχίση εντός των ημερών και θα διενεργήται υπό των αρμοδίων υπηρεσιών. xyxy=(6,235,127,378)
article-professors-cont2: ΑΘΗΝΑΙ, 21.— Δια διαταγμάτων διορίζονται εις το Αριστοτέλειον Πανεπιστήμιον Θεσσαλονίκης επτά νέοι καθηγηταί εις τας διαφόρους σχολάς κατόπιν εκλογής των. xyxy=(672,1280,901,1328)
article-gold-prices: Κατ' ανακοίνωσιν της Τραπέζης της Ελλάδος αι τιμαί των χρυσών νομισμάτων διεμορφώθησαν ως εξής: xyxy=(265,304,428,340)
article-tobacco-workers: Εις την αίθουσαν συσκέψεων του Υπουργείου Εργασίας έγινε σύσκεψις των εκπροσώπων των καπνεργατών κατά την οποίαν συνεζητήθη το θέμα της νέας συλλογικής συμβάσεως. xyxy=(438,1668,666,1716)
headline-rodini: Η ΠΕΡΙΟΧΗ ΡΟΔΙΝΙ ΘΕΩΡΕΙΤΑΙ ΧΩΡΟΣ ΧΡΗΖΩΝ ΕΙΔΙΚΗΣ ΠΡΟΣΤΑΣΙΑΣ xyxy=(916,1245,1139,1273)
article-triple-collision: ΠΑΤΡΑΙ, 21.— Δύο λεωφορεία και έν ιδιωτικόν αυτοκίνητον συνεκρούσθησαν εις την έξοδον της πόλεως. xyxy=(1364,316,1567,351)
article-students-fight: ΙΩΑΝΝΙΝΑ, 21.— Αυτοκίνητον εξετράπη της πορείας του και προσέκρουσεν επί δένδρου. xyxy=(1364,273,1567,297)
article-exchange-cont: ΚΑΛΑΜΑΤΑ, 21.— Εις την τοποθεσίαν Γιρανέϊκο απεβίωσεν αιφνιδίως ο κυνηγός Ι. Μαυρίδης, ετών 70. Ως αίτιον του θανάτου εθεωρήθη συγκοπή καρδίας. xyxy=(6,1719,127,1791)
article-cannabis: ΑΘΗΝΑΙ, 21.— Υπό του Τριμελούς Πλημμελειοδικείου κατεδικάσθησαν πέντε αλλοδαποί εις βαρυτάτας ποινάς δια λαθρεμπορίαν ινδικής καννάβεως η οποία ανευρέθη εις τας αποσκευάς των. xyxy=(1152,556,1356,616)
article-pm-9: «Χρειάζεσθε δια την προπαρασκευήν σας να εγκαταλείψετε την έμφυτον τάσιν της ευκολίας και να αποκτήσετε πίστιν εις τον εαυτόν σας. Η πρόοδος εξαρτάται από την εργατικότητα και την πειθαρχίαν.» xyxy=(674,426,904,474)
article-car-licenses: ΑΘΗΝΑΙ, 21.— Υπό της αρμοδίας υπηρεσίας εξεδόθησαν 66 άδειαι κυκλοφορίας αυτοκινήτων εντός μιας ημέρας, αριθμός ο οποίος αποτελεί ρεκόρ. xyxy=(265,680,428,740)
headline-checks: ΕΞΕΔΟΘΗΣΑΝ ΕΠΙΤΑΓΑΙ ΑΞΙΑΣ 126.104 ΔΡΑΧΜ. ΑΝΕΥ ΑΝΤΙΚΡΥΣΜΑΤΟΣ xyxy=(19,615,243,644)
headline-clerks: ΕΝΗΜΕΡΩΘΗΣΑΝ ΜΕΤΑΘΕΣΕΙΣ ΚΑΙ ΠΡΟΑΓΩΓΑΙ ΓΡΑΜΜΑΤΕΩΝ ΤΩΝ ΔΙΚΑΣΤΙΚΩΝ ΥΠΗΡΕΣΙΩΝ xyxy=(16,1318,246,1368)
column-2 xyxy=(265,6,428,2318)
article-pm-7: «Η θέσις των νέων εις την σύγχρονον Ελλάδα είναι θέσις ευθύνης. Η Πατρίς αναμένει από σας όχι λόγους αλλά έργα και αφοσίωσιν εις τα ιδανικά της φυλής.» xyxy=(674,314,904,350)
article-belgium: ΑΘΗΝΑΙ, 21.— Ευμενέστατα σχόλια δημοσιεύει ο ξένος τύπος δια την κατάστασιν εις την χώραν μας κατά την επέτειον της 21ης Απριλίου. xyxy=(1364,1091,1567,1139)
headline-tobacco-workers: ΕΙΣ ΣΥΣΚΕΨΙΝ ΕΚΠΡΟΣΩΠΩΝ ΚΑΠΝΕΡΓΑΤΩΝ ΣΥΝΕΖΗΤΗΘΗ ΤΟ ΘΕΜΑ ΤΗΣ ΝΕΑΣ ΣΥΜΒΑΣΕΩΣ xyxy=(438,1632,901,1666)
headline-overtime: ΥΠΕΡΩΡΙΑΚΗ ΕΡΓΑΣΙΑ ΥΠΑΛΛΗΛΩΝ ΤΟΥ ΥΠΟΥΡΓΕΙΟΥ ΕΞΩΤΕΡΙΚΩΝ xyxy=(266,7,427,48)
price-row: Εικοσάφραγκον 255,00 xyxy=(271,354,422,366)
article-tourists: ΑΘΗΝΑΙ, 21.— Κατά τα στοιχεία της Διεθνούς Ενώσεως Επισήμων Τουριστικών Οργανώσεων ο αριθμός των τουριστών παγκοσμίως εσημείωσε σημαντικήν αύξησιν κατά το παρελθόν έτος. xyxy=(265,438,428,510)
arrows-icon: ▶▶▶ xyxy=(438,187,479,211)
subhead-farmer: ΑΚΡΩΤΗΡΙΑΣΜΟΣ ΑΓΡΟΤΟΥ xyxy=(1179,284,1329,297)
